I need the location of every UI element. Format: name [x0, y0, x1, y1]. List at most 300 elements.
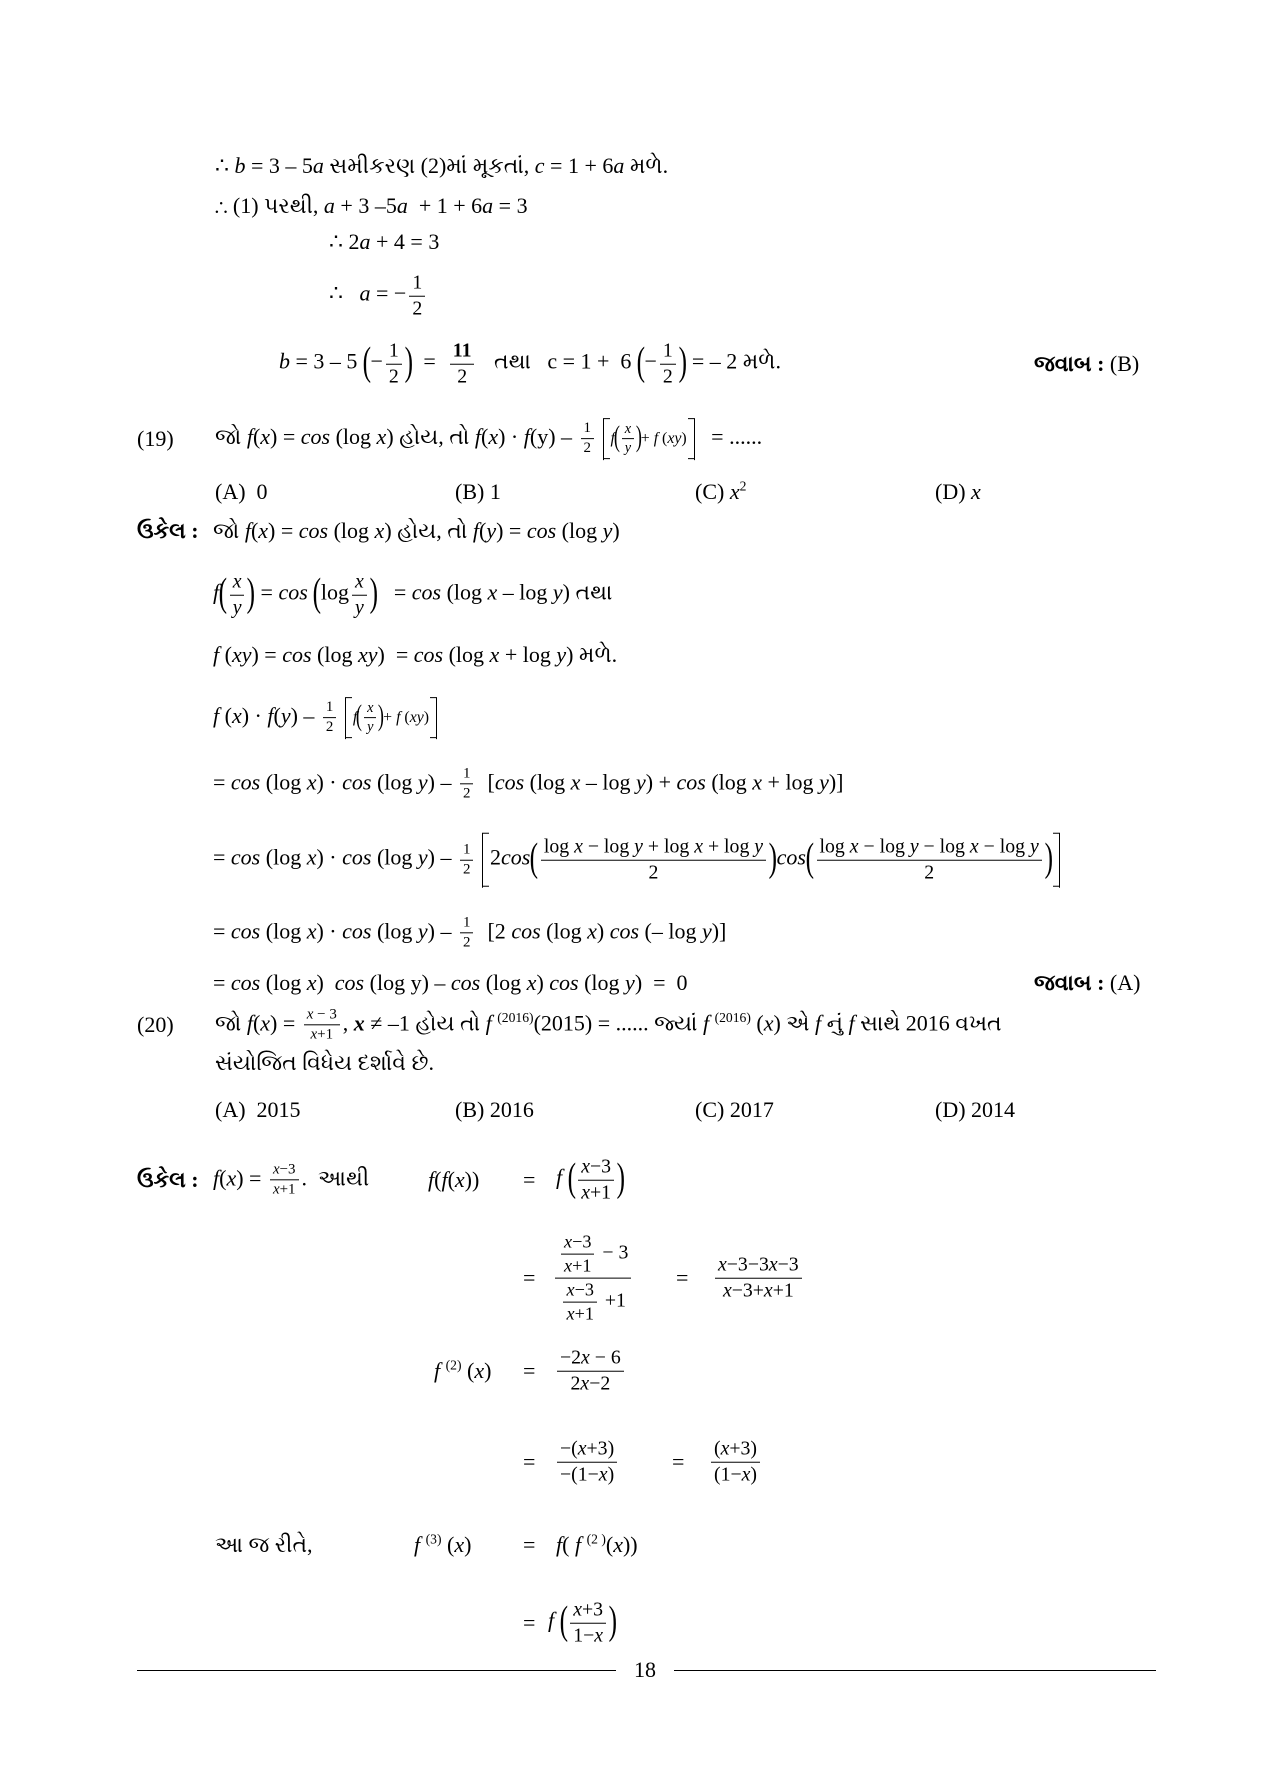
math-group — [556, 1532, 638, 1557]
text-run: ( — [461, 1357, 475, 1383]
text-run: ( — [250, 517, 259, 543]
math-symbol: f — [556, 1531, 563, 1557]
math-group — [820, 836, 1039, 858]
text-run: log — [819, 835, 850, 858]
math-symbol: x — [306, 769, 317, 795]
numerator — [230, 571, 245, 596]
option-b: (B) 2016 — [455, 1096, 534, 1122]
math-symbol: x — [613, 1531, 623, 1557]
math-symbol: a — [359, 228, 371, 254]
text-run: ) — [596, 918, 610, 944]
math-symbol: x — [722, 1279, 732, 1302]
math-symbol: x — [566, 1279, 575, 1300]
text-run: ) – — [427, 769, 457, 795]
math-symbol: x — [564, 1255, 573, 1276]
text-run: + 3 –5 — [334, 192, 397, 218]
footer-rule-right — [674, 1670, 1156, 1671]
math-group — [625, 441, 631, 457]
fraction — [450, 340, 475, 389]
solution-line-6 — [213, 833, 1060, 888]
tall-parenthesis: ) — [635, 421, 642, 454]
text-run: (log — [371, 845, 418, 871]
text-run: +3) — [729, 1437, 758, 1460]
math-symbol: cos — [300, 424, 331, 450]
text-run: ) તથા — [562, 580, 613, 606]
math-symbol: y — [232, 596, 242, 619]
text-run: જો — [213, 517, 245, 543]
math-symbol: x — [306, 1006, 314, 1023]
tall-parenthesis: ( — [613, 421, 620, 454]
fraction — [581, 420, 594, 457]
text-run: ∴ — [329, 281, 360, 307]
math-symbol: cos — [450, 969, 481, 995]
numerator — [409, 272, 425, 297]
option-d: (D) 2014 — [935, 1096, 1016, 1122]
denominator — [460, 934, 473, 952]
numerator — [270, 1161, 299, 1180]
text-run: ) – — [290, 703, 320, 729]
tall-parenthesis: ) — [1044, 835, 1053, 881]
text-run: (log — [556, 517, 603, 543]
text-run: – log — [497, 580, 553, 606]
text-run: ∴ — [215, 152, 235, 178]
math-group — [556, 1155, 626, 1204]
math-group — [215, 1006, 1002, 1043]
math-symbol: y — [417, 918, 428, 944]
row-1-rhs — [556, 1156, 625, 1205]
tall-parenthesis: ( — [312, 570, 322, 616]
tall-parenthesis: ) — [608, 1598, 618, 1644]
text-run: – log — [580, 769, 636, 795]
derivation-line-b-c-values — [279, 340, 781, 389]
text-run: − log — [858, 835, 910, 858]
text-run: +1 — [574, 1303, 594, 1324]
question-number: (19) — [137, 425, 174, 451]
math-symbol-bold: x — [353, 1010, 365, 1036]
superscript: 2 — [739, 478, 747, 494]
text-run: (C) — [695, 478, 730, 504]
math-symbol: x — [598, 1463, 608, 1486]
math-symbol: y — [417, 769, 428, 795]
math-group — [233, 597, 242, 619]
math-symbol: f — [213, 641, 220, 667]
math-symbol: f — [574, 1531, 582, 1557]
tall-parenthesis: ) — [616, 1155, 626, 1201]
text-run: − — [370, 349, 383, 375]
text-run: ( — [605, 1531, 614, 1557]
math-symbol: x — [526, 969, 537, 995]
text-run: + log — [642, 835, 695, 858]
math-symbol: x — [581, 1181, 590, 1204]
text-run: (log — [524, 769, 571, 795]
denominator — [409, 297, 425, 321]
math-symbol: x — [376, 424, 387, 450]
denominator — [460, 861, 473, 879]
math-symbol: a — [359, 281, 371, 307]
math-group — [544, 836, 763, 858]
text-run: ) + — [645, 769, 677, 795]
math-symbol: x — [580, 1372, 590, 1395]
text-run: ) — [464, 1531, 472, 1557]
math-symbol: f — [653, 429, 659, 447]
math-symbol: x — [272, 1161, 280, 1178]
math-symbol: f — [556, 1165, 563, 1191]
option-a: (A) 2015 — [215, 1096, 301, 1122]
fraction — [541, 836, 766, 885]
math-group — [924, 862, 934, 884]
math-symbol: f — [702, 1010, 710, 1036]
fraction — [460, 914, 473, 951]
math-group — [718, 1254, 799, 1276]
math-symbol: f — [213, 703, 220, 729]
math-symbol: a — [482, 192, 494, 218]
tall-parenthesis: ( — [559, 1598, 568, 1644]
square-bracket-group — [482, 833, 1060, 888]
row-2-rhs-2 — [712, 1254, 805, 1303]
fraction — [561, 1232, 594, 1277]
tall-parenthesis: ) — [378, 700, 385, 733]
option-b — [455, 479, 501, 505]
denominator — [557, 1463, 617, 1487]
square-bracket-group — [603, 418, 695, 460]
text-run: − log — [918, 835, 970, 858]
math-symbol: y — [909, 835, 919, 858]
math-symbol: x — [306, 918, 317, 944]
fraction — [555, 1232, 631, 1325]
math-symbol: xy — [667, 429, 682, 447]
text-run: (log — [260, 769, 307, 795]
text-run: + log — [762, 769, 820, 795]
math-symbol: x — [624, 421, 632, 438]
math-symbol: x — [694, 835, 704, 858]
numerator — [557, 1347, 624, 1372]
math-group — [723, 1280, 794, 1302]
math-symbol: y — [486, 517, 497, 543]
text-run: સમીકરણ (2)માં મૂકતાં, — [323, 152, 535, 178]
numerator — [460, 841, 473, 860]
denominator — [230, 596, 245, 620]
fraction — [364, 700, 376, 736]
text-run: = 3 — [493, 192, 528, 218]
math-group — [355, 597, 364, 619]
math-symbol: y — [367, 719, 374, 736]
text-run: ( — [273, 703, 281, 729]
math-symbol: y — [552, 580, 563, 606]
math-group — [560, 1347, 621, 1369]
text-run: [2 — [476, 918, 512, 944]
denominator — [555, 1279, 631, 1325]
text-run: ) = 0 — [634, 969, 688, 995]
text-run: 1 — [463, 914, 471, 931]
text-run: ∴ (1) પરથી, — [215, 192, 324, 218]
fraction — [352, 571, 367, 620]
denominator — [386, 365, 402, 389]
text-run: ) હોય, તો — [386, 424, 475, 450]
denominator — [578, 1181, 614, 1205]
tall-parenthesis: ) — [678, 339, 687, 385]
text-run: (log — [328, 517, 375, 543]
text-run: + 4 = 3 — [370, 228, 440, 254]
math-group — [548, 1598, 618, 1647]
math-group — [307, 1006, 337, 1022]
text-run: log — [543, 835, 575, 858]
math-symbol: x — [232, 570, 242, 593]
math-symbol: x — [564, 1231, 573, 1252]
row-1-lhs — [428, 1167, 479, 1193]
text-run: (log — [371, 918, 418, 944]
math-symbol: cos — [609, 918, 640, 944]
text-run: ≠ –1 હોય તો — [364, 1010, 486, 1036]
derivation-line-substitute — [215, 193, 528, 219]
math-group — [273, 1182, 296, 1198]
text-run: સાથે 2016 વખત — [854, 1010, 1002, 1036]
math-group — [560, 1438, 614, 1460]
solution-line-2 — [213, 571, 612, 620]
text-run: )] — [828, 769, 844, 795]
text-run: − log — [582, 835, 635, 858]
math-symbol: f — [485, 1010, 492, 1036]
text-run: = 3 – 5 — [290, 349, 363, 375]
math-symbol: x — [310, 1026, 318, 1043]
text-run: ) – — [427, 918, 457, 944]
solution-label: ઉકેલ : — [137, 1166, 199, 1192]
text-run: ) = — [270, 424, 301, 450]
math-symbol: cos — [230, 969, 261, 995]
denominator — [364, 719, 376, 736]
text-run: ) – — [427, 845, 457, 871]
numerator — [364, 700, 376, 718]
numerator — [581, 420, 594, 439]
math-group — [935, 479, 981, 504]
math-symbol: y — [701, 918, 712, 944]
math-symbol: cos — [230, 918, 261, 944]
text-run: (log — [578, 969, 626, 995]
row-3-rhs — [554, 1347, 627, 1396]
text-run: (y) – — [529, 424, 578, 450]
numerator — [563, 1280, 596, 1303]
text-run: 2 — [463, 785, 471, 802]
text-run: )] — [711, 918, 727, 944]
math-symbol: cos — [342, 918, 372, 944]
text-run: )) — [622, 1531, 638, 1557]
math-symbol: x — [594, 1624, 604, 1647]
text-run: = — [213, 918, 231, 944]
text-run: ( — [481, 424, 489, 450]
math-symbol: cos — [526, 517, 557, 543]
text-run: − — [644, 349, 657, 375]
fraction — [230, 571, 245, 620]
math-symbol: y — [624, 440, 632, 457]
math-symbol: cos — [511, 918, 541, 944]
row-5-rhs — [556, 1532, 638, 1558]
text-run: (1− — [714, 1463, 742, 1486]
numerator — [622, 421, 634, 439]
text-run: −3 — [572, 1231, 592, 1252]
text-run: ) મળે. — [566, 641, 618, 667]
math-group — [213, 518, 620, 543]
text-run: = — [377, 580, 412, 606]
text-run: ( — [750, 1010, 764, 1036]
math-symbol: cos — [230, 845, 261, 871]
math-symbol: b — [234, 152, 246, 178]
numerator — [570, 1599, 606, 1624]
question-text — [215, 418, 762, 460]
text-run: ) · — [498, 424, 524, 450]
math-symbol: x — [231, 703, 242, 729]
math-symbol: cos — [413, 641, 444, 667]
math-symbol: cos — [494, 769, 525, 795]
text-run: +3 — [581, 1598, 604, 1621]
row-4-rhs-2 — [708, 1438, 763, 1487]
text-run: . આથી — [301, 1165, 370, 1191]
text-run: 1 — [388, 339, 399, 362]
math-group — [552, 1231, 634, 1324]
solution-label: ઉકેલ : — [137, 517, 199, 543]
text-run: 1 — [463, 841, 471, 858]
fraction — [460, 841, 473, 878]
math-group — [414, 1532, 471, 1557]
text-run: ) — [536, 969, 550, 995]
square-bracket-group — [345, 697, 437, 739]
text-run: (log — [443, 641, 490, 667]
math-symbol: x — [570, 769, 581, 795]
math-group — [714, 1464, 757, 1486]
text-run: −( — [560, 1437, 578, 1460]
math-group — [329, 229, 439, 254]
text-run: − log — [978, 835, 1030, 858]
text-run: (log y) – — [364, 969, 451, 995]
text-run: ( — [479, 517, 487, 543]
text-run: = 3 – 5 — [245, 152, 313, 178]
math-symbol: x — [577, 1437, 587, 1460]
numerator — [460, 914, 473, 933]
answer-value: (B) — [1109, 350, 1140, 376]
text-run: ) = — [236, 1165, 267, 1191]
denominator — [460, 785, 473, 803]
text-run: 2 — [412, 297, 423, 320]
math-group — [213, 570, 613, 619]
text-run: +1 — [279, 1181, 296, 1198]
page-number: 18 — [634, 1657, 656, 1682]
text-run: + 1 + 6 — [407, 192, 483, 218]
text-run: −3 — [574, 1279, 594, 1300]
math-group — [213, 765, 844, 802]
math-group — [233, 571, 242, 593]
text-run: = — [255, 580, 279, 606]
math-symbol: y — [635, 769, 646, 795]
math-group — [213, 835, 1060, 884]
text-run: (log — [330, 424, 377, 450]
text-run: 2 — [325, 719, 334, 736]
text-run: + log — [703, 835, 755, 858]
denominator — [622, 440, 634, 457]
math-symbol: y — [354, 596, 364, 619]
text-run: 1 — [583, 420, 592, 437]
math-group — [714, 1438, 757, 1460]
text-run: ( — [252, 1010, 261, 1036]
math-symbol: x — [260, 1010, 271, 1036]
text-run: +1 — [572, 1255, 592, 1276]
text-run: −2 — [560, 1346, 582, 1369]
superscript: (2) — [445, 1357, 462, 1373]
fraction — [557, 1347, 624, 1396]
math-group — [581, 1156, 611, 1178]
tall-parenthesis: ) — [768, 835, 778, 881]
row-6-equals: = — [523, 1609, 536, 1635]
math-group — [213, 642, 617, 667]
text-run: ) એ — [773, 1010, 816, 1036]
option-c: (C) 2017 — [695, 1096, 774, 1122]
text-run: 2 — [463, 934, 471, 951]
math-symbol: f — [548, 1608, 555, 1634]
text-run: 1 — [463, 765, 471, 782]
tall-parenthesis: ( — [356, 700, 363, 733]
row-2-equals-2: = — [676, 1264, 689, 1290]
math-symbol: x — [226, 1165, 237, 1191]
text-run: ( — [658, 429, 668, 447]
text-run: (B) 1 — [455, 478, 501, 504]
text-run: 2 — [924, 861, 935, 884]
math-group — [367, 700, 373, 716]
math-symbol: f — [815, 1010, 822, 1036]
math-symbol: x — [573, 1598, 582, 1621]
math-group — [428, 1167, 479, 1192]
math-symbol: x — [768, 1253, 778, 1276]
text-run: ( — [219, 1165, 227, 1191]
math-symbol: x — [260, 424, 271, 450]
math-group — [455, 479, 501, 504]
text-run: (log — [260, 969, 307, 995]
question-text-line-2: સંયોજિત વિધેય દર્શાવે છે. — [215, 1049, 434, 1075]
numerator — [304, 1006, 340, 1025]
text-run: મળે. — [624, 152, 669, 178]
denominator — [581, 440, 594, 458]
text-run: ) — [681, 429, 687, 447]
math-symbol: x — [581, 1346, 590, 1369]
text-run: ) — [484, 1357, 492, 1383]
text-run: ) = — [251, 641, 283, 667]
numerator — [323, 699, 336, 718]
math-group — [625, 421, 631, 437]
math-group — [434, 1358, 491, 1383]
numerator — [715, 1254, 802, 1279]
fraction — [817, 836, 1042, 885]
denominator — [711, 1463, 760, 1487]
math-group — [213, 914, 727, 951]
math-symbol: c — [534, 152, 545, 178]
row-2-equals: = — [523, 1264, 536, 1290]
math-group — [564, 1232, 591, 1252]
math-symbol: x — [849, 835, 859, 858]
math-symbol: f — [267, 703, 274, 729]
math-group — [215, 153, 668, 178]
math-group — [566, 1280, 593, 1300]
option-c — [695, 479, 746, 505]
solution-intro — [213, 1161, 369, 1198]
row-4-equals: = — [523, 1448, 536, 1474]
math-symbol: y — [417, 845, 428, 871]
numerator — [541, 836, 766, 861]
fraction — [557, 1438, 617, 1487]
row-1-equals: = — [523, 1166, 536, 1192]
math-symbol: x — [306, 969, 317, 995]
text-run: (log — [705, 769, 753, 795]
math-group — [355, 571, 364, 593]
math-symbol: a — [396, 192, 408, 218]
solution-line-7 — [213, 914, 726, 951]
math-symbol: x — [720, 1437, 730, 1460]
denominator — [304, 1026, 340, 1044]
